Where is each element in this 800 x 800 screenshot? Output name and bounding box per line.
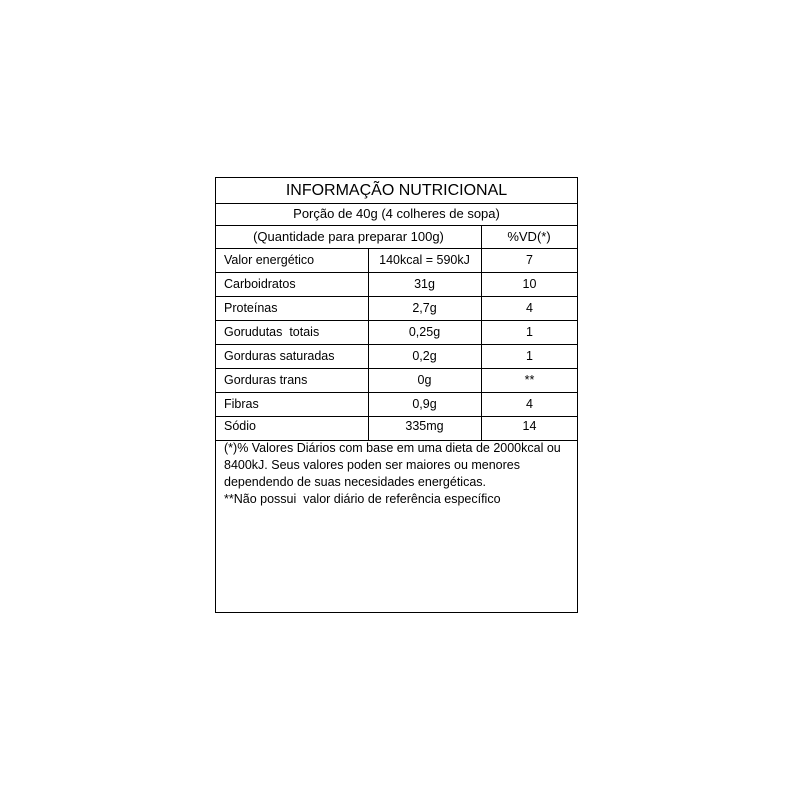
- nutrient-name: Proteínas: [224, 301, 278, 315]
- nutrient-name: Gorduras saturadas: [224, 349, 335, 363]
- footnote: [224, 440, 567, 508]
- nutrient-amount: 2,7g: [412, 301, 437, 315]
- portion-size: Porção de 40g (4 colheres de sopa): [293, 206, 500, 221]
- nutrient-daily-value: 14: [522, 419, 537, 433]
- nutrition-facts-label: [215, 177, 578, 613]
- nutrient-name: Gorudutas totais: [224, 325, 320, 339]
- nutrient-daily-value: 4: [526, 301, 533, 315]
- nutrient-name: Gorduras trans: [224, 373, 308, 387]
- label-title: INFORMAÇÃO NUTRICIONAL: [285, 182, 508, 199]
- nutrient-amount: 140kcal = 590kJ: [379, 253, 470, 267]
- nutrient-daily-value: **: [524, 373, 535, 387]
- header-daily-value: %VD(*): [507, 229, 551, 244]
- nutrient-name: Sódio: [224, 419, 256, 433]
- footnote-daily-values: (*)% Valores Diários com base em uma dieta de 2000kcal ou 8400kJ. Seus valores poden ser maiores ou menores dependendo de suas necesidades energéticas.: [224, 441, 561, 489]
- nutrient-daily-value: 1: [526, 325, 533, 339]
- nutrient-daily-value: 7: [526, 253, 533, 267]
- nutrient-daily-value: 4: [526, 397, 533, 411]
- nutrient-name: Carboidratos: [224, 277, 296, 291]
- nutrient-amount: 335mg: [405, 419, 444, 433]
- nutrient-amount: 0,2g: [412, 349, 437, 363]
- nutrient-amount: 0,25g: [408, 325, 441, 339]
- nutrient-name: Fibras: [224, 397, 259, 411]
- header-quantity: (Quantidade para preparar 100g): [253, 229, 444, 244]
- nutrient-daily-value: 10: [522, 277, 537, 291]
- footnote-no-reference: **Não possui valor diário de referência específico: [224, 492, 501, 506]
- nutrient-amount: 0,9g: [412, 397, 437, 411]
- nutrient-daily-value: 1: [526, 349, 533, 363]
- nutrient-name: Valor energético: [224, 253, 315, 267]
- nutrient-amount: 31g: [414, 277, 435, 291]
- nutrient-amount: 0g: [417, 373, 432, 387]
